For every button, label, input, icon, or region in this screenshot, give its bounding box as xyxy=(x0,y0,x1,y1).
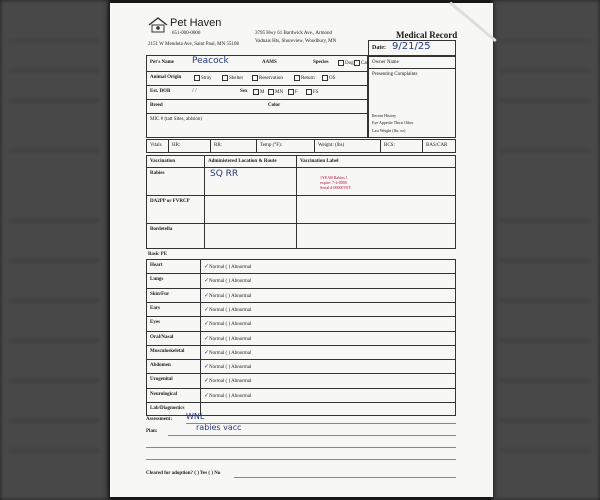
exam-row-divider xyxy=(146,273,456,274)
exam-row-divider xyxy=(146,373,456,374)
exam-normal-abnormal[interactable] xyxy=(204,263,251,270)
exam-normal-text: Normal ( ) Abnormal xyxy=(209,279,252,285)
last-weight-label: Last Weight (lbs, oz) xyxy=(372,128,406,133)
history-label: Recent History xyxy=(372,113,397,118)
exam-row-label: Skin/Fur xyxy=(150,291,170,297)
exam-normal-abnormal[interactable] xyxy=(204,320,251,327)
exam-normal-abnormal[interactable] xyxy=(204,392,251,399)
color-label: Color xyxy=(268,103,281,108)
sex-m[interactable]: M xyxy=(253,89,264,95)
bcs-label: BCS: xyxy=(384,143,395,148)
exam-row-label: Neurological xyxy=(150,391,178,397)
check-mark-icon: ✓ xyxy=(204,320,210,328)
hr-label: HR: xyxy=(172,143,181,148)
origin-shelter[interactable]: Shelter xyxy=(222,75,243,81)
aam-label: AAMS xyxy=(262,60,277,65)
exam-normal-text: Normal ( ) Abnormal xyxy=(209,307,252,313)
pet-name-value: Peacock xyxy=(192,56,229,66)
check-mark-icon: ✓ xyxy=(204,377,210,385)
sex-mn[interactable]: MN xyxy=(268,89,283,95)
weight-label: Weight: (lbs) xyxy=(318,143,345,148)
exam-normal-text: Normal ( ) Abnormal xyxy=(209,322,252,328)
bas-label: BAS/CAR xyxy=(426,143,448,148)
clinic-address-1: 3795 Hwy 61 Bardwick Ave., Armond xyxy=(255,31,332,36)
assessment-label: Assessment: xyxy=(146,417,173,422)
date-label: Date: xyxy=(372,45,386,51)
presenting-label: Presenting Complaints xyxy=(372,72,418,77)
exam-row-label: Ears xyxy=(150,305,160,311)
check-mark-icon: ✓ xyxy=(204,263,210,270)
check-mark-icon: ✓ xyxy=(204,363,210,371)
exam-row-label: Urogenital xyxy=(150,377,173,383)
exam-normal-abnormal[interactable] xyxy=(204,349,251,356)
plan-value: rabies vacc xyxy=(196,423,242,432)
clinic-address-2: Vadnais Hts, Shoreview, Woodbury, MN xyxy=(255,39,337,44)
misc-label: MIC # (tatt Sites, ablsion) xyxy=(150,117,203,122)
exam-normal-abnormal[interactable] xyxy=(204,377,251,384)
dob-value[interactable]: / / xyxy=(192,88,197,94)
breed-label: Breed xyxy=(150,103,163,108)
exam-normal-abnormal[interactable] xyxy=(204,292,251,299)
exam-row-divider xyxy=(146,302,456,303)
exam-normal-text: Normal ( ) Abnormal xyxy=(209,365,252,371)
vaccine-name: Rabies xyxy=(150,171,165,176)
exam-row-label: Oral/Nasal xyxy=(150,334,174,340)
exam-row-divider xyxy=(146,359,456,360)
species-dog-option[interactable]: Dog xyxy=(338,60,354,66)
exam-row-divider xyxy=(146,345,456,346)
vaccine-name: Bordetella xyxy=(150,227,173,232)
exam-row-label: Abdomen xyxy=(150,363,171,369)
exam-normal-text: Normal ( ) Abnormal xyxy=(209,393,252,399)
pet-name-label: Pet's Name xyxy=(150,60,175,65)
exam-row-divider xyxy=(146,402,456,403)
origin-stray[interactable]: Stray xyxy=(194,75,212,81)
exam-row-divider xyxy=(146,288,456,289)
house-logo-icon xyxy=(148,17,168,38)
exam-row-label: Eyes xyxy=(150,320,160,326)
vaccine-label-header: Vaccination Label xyxy=(300,159,339,164)
background-duplicate-right xyxy=(492,0,600,500)
date-value: 9/21/25 xyxy=(392,41,431,52)
sex-f[interactable]: F xyxy=(288,89,298,95)
medical-record-sheet xyxy=(110,3,493,497)
check-mark-icon: ✓ xyxy=(204,348,210,356)
cleared-adoption[interactable]: Cleared for adoption? ( ) Yes ( ) No xyxy=(146,471,221,476)
temp-label: Temp (°F): xyxy=(260,143,283,148)
check-mark-icon: ✓ xyxy=(204,291,210,299)
exam-normal-abnormal[interactable] xyxy=(204,277,251,284)
exam-row-divider xyxy=(146,331,456,332)
sex-label: Sex xyxy=(240,89,248,94)
check-mark-icon: ✓ xyxy=(204,334,210,342)
origin-os[interactable]: OS xyxy=(322,75,335,81)
origin-reservation[interactable]: Reservation xyxy=(252,75,283,81)
check-mark-icon: ✓ xyxy=(204,277,210,285)
exam-normal-text: Normal ( ) Abnormal xyxy=(209,350,252,356)
check-mark-icon: ✓ xyxy=(204,391,210,399)
species-label: Species xyxy=(313,60,329,65)
exam-row-label: Lab/Diagnostics xyxy=(150,406,185,411)
exam-row-divider xyxy=(146,388,456,389)
exam-normal-text: Normal ( ) Abnormal xyxy=(209,379,252,385)
route-header: Administered Location & Route xyxy=(208,159,277,164)
dob-label: Est. DOB xyxy=(150,89,171,94)
species-cat-option[interactable]: Cat xyxy=(354,60,368,66)
exam-normal-abnormal[interactable] xyxy=(204,363,251,370)
background-duplicate-left xyxy=(0,0,108,500)
diet-checks[interactable]: Eye Appetite Thirst Other xyxy=(372,120,414,125)
exam-normal-abnormal[interactable] xyxy=(204,335,251,342)
brand-name: Pet Haven xyxy=(170,17,222,29)
exam-title: Basic PE xyxy=(148,252,168,257)
vaccine-route: SQ RR xyxy=(210,169,239,179)
exam-normal-text: Normal ( ) Abnormal xyxy=(209,265,252,270)
check-mark-icon: ✓ xyxy=(204,305,210,313)
exam-row-divider xyxy=(146,316,456,317)
exam-normal-abnormal[interactable] xyxy=(204,306,251,313)
exam-row-label: Lungs xyxy=(150,277,164,283)
exam-normal-text: Normal ( ) Abnormal xyxy=(209,336,252,342)
assessment-value: WNL xyxy=(186,412,205,421)
clinic-phone: 651-000-0000 xyxy=(172,31,201,36)
exam-row-label: Heart xyxy=(150,263,163,268)
rr-label: RR: xyxy=(214,143,223,148)
exam-row-label: Musculoskeletal xyxy=(150,348,185,354)
origin-label: Animal Origin xyxy=(150,75,182,80)
vaccine-name: DA2PP or FVRCP xyxy=(150,199,190,204)
owner-name-label: Owner Name xyxy=(372,60,399,65)
vaccine-sticker: 1YEAR Rabies 1 expire: 7-4-0000 Serial # 00000VET xyxy=(320,175,352,190)
plan-label: Plan: xyxy=(146,429,158,434)
sex-fs[interactable]: FS xyxy=(306,89,319,95)
document-title: Medical Record xyxy=(396,30,458,40)
clinic-address: 2151 W Mendota Ave, Saint Paul, MN 55108 xyxy=(148,42,239,47)
vitals-label: Vitals xyxy=(150,143,162,148)
exam-normal-text: Normal ( ) Abnormal xyxy=(209,293,252,299)
vaccination-header: Vaccination xyxy=(150,159,176,164)
origin-return[interactable]: Return xyxy=(294,75,315,81)
